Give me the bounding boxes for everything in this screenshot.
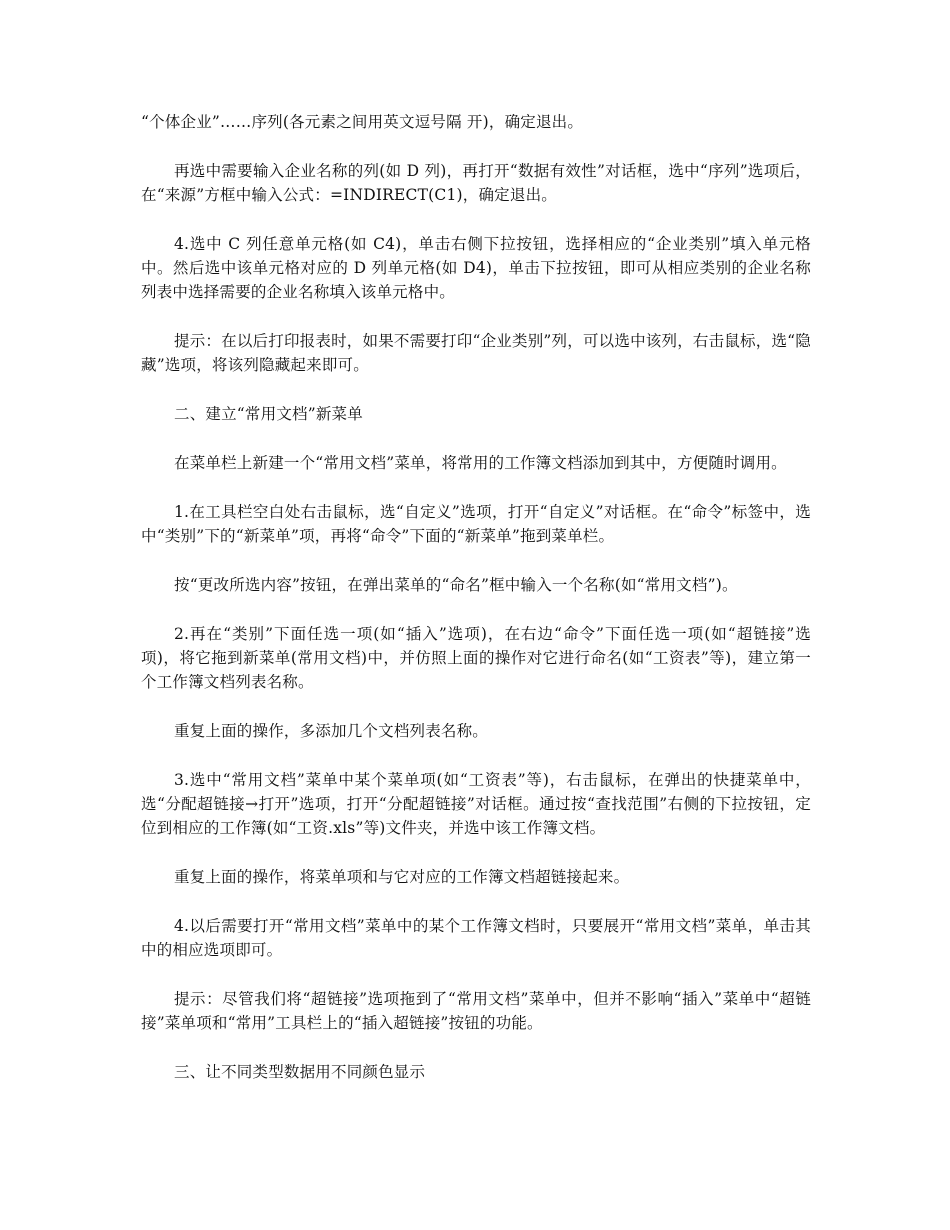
paragraph-repeat-link: 重复上面的操作，将菜单项和与它对应的工作簿文档超链接起来。 <box>174 868 630 886</box>
section-heading-3: 三、让不同类型数据用不同颜色显示 <box>174 1063 426 1081</box>
paragraph-sequence-continuation: “个体企业”……序列(各元素之间用英文逗号隔 开)，确定退出。 <box>141 113 584 131</box>
paragraph-repeat-add: 重复上面的操作，多添加几个文档列表名称。 <box>174 722 489 740</box>
paragraph-tip-hide-column: 提示：在以后打印报表时，如果不需要打印“企业类别”列，可以选中该列，右击鼠标，选“隐藏”选项，将该列隐藏起来即可。 <box>141 332 811 374</box>
paragraph-company-name-column: 再选中需要输入企业名称的列(如 D 列)，再打开“数据有效性”对话框，选中“序列”选项后，在“来源”方框中输入公式：=INDIRECT(C1)，确定退出。 <box>141 162 811 204</box>
paragraph-step-4-select-cell: 4.选中 C 列任意单元格(如 C4)，单击右侧下拉按钮，选择相应的“企业类别”填入单元格中。然后选中该单元格对应的 D 列单元格(如 D4)，单击下拉按钮，即可从相应类别的企业名称列表中选择需要的企业名称填入该单元格中。 <box>141 235 811 301</box>
paragraph-rename-menu: 按“更改所选内容”按钮，在弹出菜单的“命名”框中输入一个名称(如“常用文档”)。 <box>174 576 738 594</box>
paragraph-step-2-add-item: 2.再在“类别”下面任选一项(如“插入”选项)，在右边“命令”下面任选一项(如“超链接”选项)，将它拖到新菜单(常用文档)中，并仿照上面的操作对它进行命名(如“工资表”等)，建立第一个工作簿文档列表名称。 <box>141 625 811 691</box>
paragraph-new-menu-intro: 在菜单栏上新建一个“常用文档”菜单，将常用的工作簿文档添加到其中，方便随时调用。 <box>174 454 787 472</box>
paragraph-step-3-hyperlink: 3.选中“常用文档”菜单中某个菜单项(如“工资表”等)，右击鼠标，在弹出的快捷菜单中，选“分配超链接→打开”选项，打开“分配超链接”对话框。通过按“查找范围”右侧的下拉按钮，定位到相应的工作簿(如“工资.xls”等)文件夹，并选中该工作簿文档。 <box>141 771 811 837</box>
paragraph-step-4-open: 4.以后需要打开“常用文档”菜单中的某个工作簿文档时，只要展开“常用文档”菜单，单击其中的相应选项即可。 <box>141 917 811 959</box>
paragraph-tip-hyperlink: 提示：尽管我们将“超链接”选项拖到了“常用文档”菜单中，但并不影响“插入”菜单中“超链接”菜单项和“常用”工具栏上的“插入超链接”按钮的功能。 <box>141 990 811 1032</box>
document-body <box>141 110 811 1109</box>
paragraph-step-1-customize: 1.在工具栏空白处右击鼠标，选“自定义”选项，打开“自定义”对话框。在“命令”标签中，选中“类别”下的“新菜单”项，再将“命令”下面的“新菜单”拖到菜单栏。 <box>141 503 811 545</box>
section-heading-2: 二、建立“常用文档”新菜单 <box>174 405 363 423</box>
